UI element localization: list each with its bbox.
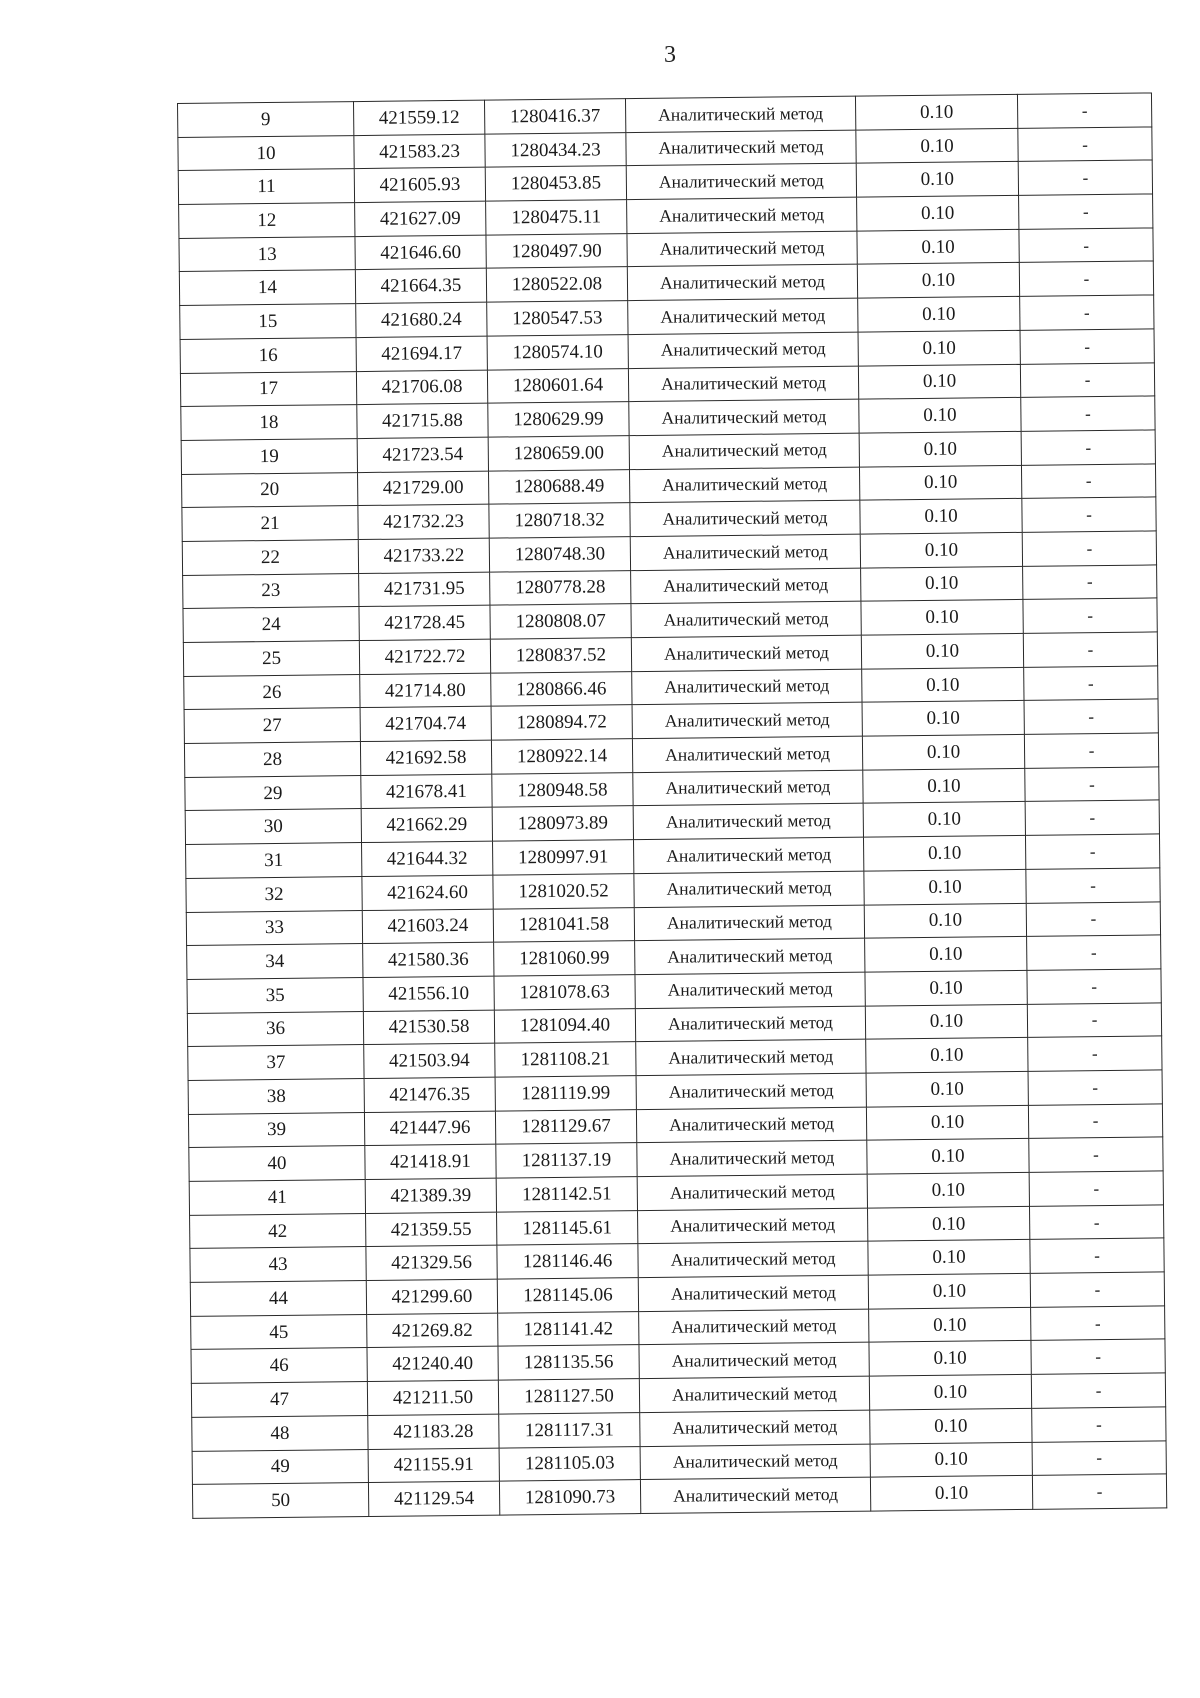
x-coordinate-cell: 421503.94 — [364, 1043, 495, 1078]
note-cell: - — [1020, 295, 1154, 330]
note-cell: - — [1021, 396, 1155, 431]
x-coordinate-cell: 421704.74 — [360, 707, 491, 742]
x-coordinate-cell: 421155.91 — [368, 1448, 499, 1483]
point-number-cell: 27 — [184, 708, 360, 744]
y-coordinate-cell: 1281020.52 — [493, 873, 634, 908]
method-cell: Аналитический метод — [632, 736, 862, 772]
y-coordinate-cell: 1281142.51 — [496, 1177, 637, 1212]
x-coordinate-cell: 421733.22 — [358, 538, 489, 573]
accuracy-cell: 0.10 — [866, 1071, 1028, 1106]
point-number-cell: 45 — [191, 1314, 367, 1350]
y-coordinate-cell: 1281129.67 — [495, 1109, 636, 1144]
accuracy-cell: 0.10 — [860, 499, 1022, 534]
note-cell: - — [1020, 362, 1154, 397]
method-cell: Аналитический метод — [632, 702, 862, 738]
accuracy-cell: 0.10 — [868, 1273, 1030, 1308]
accuracy-cell: 0.10 — [857, 229, 1019, 264]
note-cell: - — [1025, 800, 1159, 835]
method-cell: Аналитический метод — [631, 635, 861, 671]
point-number-cell: 11 — [178, 169, 354, 205]
note-cell: - — [1024, 699, 1158, 734]
note-cell: - — [1029, 1171, 1163, 1206]
point-number-cell: 43 — [190, 1247, 366, 1283]
accuracy-cell: 0.10 — [867, 1172, 1029, 1207]
y-coordinate-cell: 1280574.10 — [487, 334, 628, 369]
y-coordinate-cell: 1280837.52 — [490, 638, 631, 673]
method-cell: Аналитический метод — [637, 1174, 867, 1210]
note-cell: - — [1021, 463, 1155, 498]
x-coordinate-cell: 421447.96 — [364, 1111, 495, 1146]
y-coordinate-cell: 1280948.58 — [492, 772, 633, 807]
point-number-cell: 17 — [180, 371, 356, 407]
note-cell: - — [1025, 767, 1159, 802]
accuracy-cell: 0.10 — [857, 263, 1019, 298]
note-cell: - — [1020, 329, 1154, 364]
method-cell: Аналитический метод — [640, 1477, 870, 1513]
note-cell: - — [1024, 666, 1158, 701]
note-cell: - — [1031, 1339, 1165, 1374]
accuracy-cell: 0.10 — [866, 1038, 1028, 1073]
accuracy-cell: 0.10 — [863, 768, 1025, 803]
x-coordinate-cell: 421580.36 — [363, 942, 494, 977]
y-coordinate-cell: 1281041.58 — [493, 907, 634, 942]
accuracy-cell: 0.10 — [862, 667, 1024, 702]
note-cell: - — [1021, 430, 1155, 465]
point-number-cell: 46 — [191, 1348, 367, 1384]
point-number-cell: 25 — [183, 641, 359, 677]
method-cell: Аналитический метод — [637, 1140, 867, 1176]
point-number-cell: 13 — [179, 236, 355, 272]
accuracy-cell: 0.10 — [856, 128, 1018, 163]
accuracy-cell: 0.10 — [863, 802, 1025, 837]
point-number-cell: 30 — [185, 809, 361, 845]
note-cell: - — [1019, 261, 1153, 296]
point-number-cell: 49 — [192, 1449, 368, 1485]
accuracy-cell: 0.10 — [858, 330, 1020, 365]
point-number-cell: 19 — [181, 438, 357, 474]
x-coordinate-cell: 421714.80 — [360, 673, 491, 708]
x-coordinate-cell: 421627.09 — [355, 201, 486, 236]
method-cell: Аналитический метод — [630, 500, 860, 536]
x-coordinate-cell: 421728.45 — [359, 605, 490, 640]
point-number-cell: 16 — [180, 337, 356, 373]
y-coordinate-cell: 1280453.85 — [485, 166, 626, 201]
point-number-cell: 37 — [188, 1045, 364, 1081]
y-coordinate-cell: 1280688.49 — [488, 469, 629, 504]
y-coordinate-cell: 1280522.08 — [486, 267, 627, 302]
point-number-cell: 20 — [182, 472, 358, 508]
accuracy-cell: 0.10 — [870, 1408, 1032, 1443]
point-number-cell: 21 — [182, 506, 358, 542]
x-coordinate-cell: 421211.50 — [367, 1380, 498, 1415]
method-cell: Аналитический метод — [627, 231, 857, 267]
note-cell: - — [1022, 497, 1156, 532]
accuracy-cell: 0.10 — [859, 465, 1021, 500]
point-number-cell: 31 — [186, 843, 362, 879]
point-number-cell: 22 — [182, 540, 358, 576]
point-number-cell: 41 — [189, 1180, 365, 1216]
method-cell: Аналитический метод — [635, 972, 865, 1008]
y-coordinate-cell: 1281141.42 — [498, 1311, 639, 1346]
method-cell: Аналитический метод — [633, 837, 863, 873]
note-cell: - — [1027, 1002, 1161, 1037]
y-coordinate-cell: 1281108.21 — [495, 1042, 636, 1077]
x-coordinate-cell: 421389.39 — [365, 1178, 496, 1213]
accuracy-cell: 0.10 — [869, 1341, 1031, 1376]
point-number-cell: 47 — [191, 1382, 367, 1418]
point-number-cell: 35 — [187, 977, 363, 1013]
point-number-cell: 38 — [188, 1078, 364, 1114]
x-coordinate-cell: 421706.08 — [356, 370, 487, 405]
y-coordinate-cell: 1281145.61 — [497, 1210, 638, 1245]
method-cell: Аналитический метод — [639, 1376, 869, 1412]
note-cell: - — [1027, 935, 1161, 970]
point-number-cell: 24 — [183, 607, 359, 643]
x-coordinate-cell: 421731.95 — [359, 572, 490, 607]
point-number-cell: 44 — [190, 1281, 366, 1317]
accuracy-cell: 0.10 — [869, 1374, 1031, 1409]
note-cell: - — [1026, 901, 1160, 936]
accuracy-cell: 0.10 — [870, 1476, 1032, 1511]
note-cell: - — [1023, 565, 1157, 600]
y-coordinate-cell: 1280866.46 — [491, 671, 632, 706]
method-cell: Аналитический метод — [636, 1107, 866, 1143]
y-coordinate-cell: 1281094.40 — [494, 1008, 635, 1043]
y-coordinate-cell: 1280475.11 — [486, 200, 627, 235]
y-coordinate-cell: 1280922.14 — [491, 739, 632, 774]
x-coordinate-cell: 421644.32 — [362, 841, 493, 876]
note-cell: - — [1024, 733, 1158, 768]
note-cell: - — [1031, 1306, 1165, 1341]
y-coordinate-cell: 1281119.99 — [495, 1076, 636, 1111]
y-coordinate-cell: 1281127.50 — [498, 1379, 639, 1414]
x-coordinate-cell: 421678.41 — [361, 774, 492, 809]
x-coordinate-cell: 421418.91 — [365, 1144, 496, 1179]
x-coordinate-cell: 421662.29 — [361, 808, 492, 843]
y-coordinate-cell: 1281090.73 — [499, 1480, 640, 1515]
note-cell: - — [1030, 1272, 1164, 1307]
x-coordinate-cell: 421240.40 — [367, 1347, 498, 1382]
coordinates-table — [177, 92, 1167, 1518]
point-number-cell: 15 — [180, 304, 356, 340]
method-cell: Аналитический метод — [629, 467, 859, 503]
note-cell: - — [1023, 632, 1157, 667]
y-coordinate-cell: 1280497.90 — [486, 233, 627, 268]
y-coordinate-cell: 1280997.91 — [493, 840, 634, 875]
accuracy-cell: 0.10 — [864, 903, 1026, 938]
point-number-cell: 40 — [189, 1146, 365, 1182]
method-cell: Аналитический метод — [628, 332, 858, 368]
y-coordinate-cell: 1281105.03 — [499, 1446, 640, 1481]
y-coordinate-cell: 1280547.53 — [487, 301, 628, 336]
method-cell: Аналитический метод — [626, 130, 856, 166]
point-number-cell: 39 — [188, 1112, 364, 1148]
accuracy-cell: 0.10 — [863, 835, 1025, 870]
accuracy-cell: 0.10 — [861, 566, 1023, 601]
point-number-cell: 26 — [184, 674, 360, 710]
method-cell: Аналитический метод — [638, 1275, 868, 1311]
x-coordinate-cell: 421694.17 — [356, 336, 487, 371]
method-cell: Аналитический метод — [628, 366, 858, 402]
method-cell: Аналитический метод — [634, 871, 864, 907]
x-coordinate-cell: 421329.56 — [366, 1245, 497, 1280]
x-coordinate-cell: 421299.60 — [366, 1279, 497, 1314]
point-number-cell: 34 — [187, 944, 363, 980]
method-cell: Аналитический метод — [629, 399, 859, 435]
y-coordinate-cell: 1281135.56 — [498, 1345, 639, 1380]
y-coordinate-cell: 1280601.64 — [487, 368, 628, 403]
y-coordinate-cell: 1280434.23 — [485, 132, 626, 167]
x-coordinate-cell: 421692.58 — [360, 740, 491, 775]
y-coordinate-cell: 1280718.32 — [489, 503, 630, 538]
x-coordinate-cell: 421603.24 — [362, 909, 493, 944]
accuracy-cell: 0.10 — [855, 94, 1017, 129]
note-cell: - — [1029, 1137, 1163, 1172]
note-cell: - — [1030, 1238, 1164, 1273]
y-coordinate-cell: 1280808.07 — [490, 604, 631, 639]
method-cell: Аналитический метод — [631, 568, 861, 604]
accuracy-cell: 0.10 — [870, 1442, 1032, 1477]
point-number-cell: 10 — [178, 135, 354, 171]
x-coordinate-cell: 421530.58 — [363, 1010, 494, 1045]
accuracy-cell: 0.10 — [862, 701, 1024, 736]
point-number-cell: 32 — [186, 876, 362, 912]
note-cell: - — [1022, 531, 1156, 566]
note-cell: - — [1023, 598, 1157, 633]
accuracy-cell: 0.10 — [867, 1139, 1029, 1174]
note-cell: - — [1018, 127, 1152, 162]
method-cell: Аналитический метод — [630, 534, 860, 570]
x-coordinate-cell: 421556.10 — [363, 976, 494, 1011]
page-number: 3 — [664, 42, 676, 68]
method-cell: Аналитический метод — [635, 1006, 865, 1042]
method-cell: Аналитический метод — [632, 669, 862, 705]
y-coordinate-cell: 1281078.63 — [494, 974, 635, 1009]
method-cell: Аналитический метод — [640, 1410, 870, 1446]
y-coordinate-cell: 1280748.30 — [489, 537, 630, 572]
method-cell: Аналитический метод — [633, 804, 863, 840]
note-cell: - — [1017, 93, 1151, 128]
accuracy-cell: 0.10 — [865, 1004, 1027, 1039]
method-cell: Аналитический метод — [638, 1208, 868, 1244]
point-number-cell: 14 — [179, 270, 355, 306]
accuracy-cell: 0.10 — [861, 633, 1023, 668]
point-number-cell: 29 — [185, 775, 361, 811]
y-coordinate-cell: 1281117.31 — [499, 1412, 640, 1447]
method-cell: Аналитический метод — [640, 1444, 870, 1480]
method-cell: Аналитический метод — [634, 905, 864, 941]
x-coordinate-cell: 421722.72 — [359, 639, 490, 674]
y-coordinate-cell: 1280778.28 — [490, 570, 631, 605]
point-number-cell: 36 — [187, 1011, 363, 1047]
y-coordinate-cell: 1281137.19 — [496, 1143, 637, 1178]
point-number-cell: 42 — [190, 1213, 366, 1249]
note-cell: - — [1032, 1407, 1166, 1442]
point-number-cell: 50 — [192, 1483, 368, 1519]
method-cell: Аналитический метод — [638, 1241, 868, 1277]
accuracy-cell: 0.10 — [869, 1307, 1031, 1342]
y-coordinate-cell: 1280659.00 — [488, 436, 629, 471]
accuracy-cell: 0.10 — [860, 532, 1022, 567]
x-coordinate-cell: 421715.88 — [357, 403, 488, 438]
accuracy-cell: 0.10 — [865, 937, 1027, 972]
note-cell: - — [1027, 969, 1161, 1004]
method-cell: Аналитический метод — [629, 433, 859, 469]
accuracy-cell: 0.10 — [858, 364, 1020, 399]
x-coordinate-cell: 421624.60 — [362, 875, 493, 910]
y-coordinate-cell: 1281146.46 — [497, 1244, 638, 1279]
method-cell: Аналитический метод — [626, 164, 856, 200]
method-cell: Аналитический метод — [639, 1343, 869, 1379]
point-number-cell: 12 — [179, 203, 355, 239]
point-number-cell: 18 — [181, 405, 357, 441]
method-cell: Аналитический метод — [636, 1039, 866, 1075]
y-coordinate-cell: 1280629.99 — [488, 402, 629, 437]
x-coordinate-cell: 421129.54 — [368, 1481, 499, 1516]
note-cell: - — [1031, 1373, 1165, 1408]
accuracy-cell: 0.10 — [861, 600, 1023, 635]
x-coordinate-cell: 421583.23 — [354, 134, 485, 169]
accuracy-cell: 0.10 — [857, 195, 1019, 230]
note-cell: - — [1028, 1104, 1162, 1139]
accuracy-cell: 0.10 — [868, 1240, 1030, 1275]
x-coordinate-cell: 421664.35 — [355, 269, 486, 304]
method-cell: Аналитический метод — [631, 601, 861, 637]
x-coordinate-cell: 421646.60 — [355, 235, 486, 270]
x-coordinate-cell: 421183.28 — [368, 1414, 499, 1449]
point-number-cell: 33 — [186, 910, 362, 946]
note-cell: - — [1029, 1205, 1163, 1240]
note-cell: - — [1032, 1440, 1166, 1475]
note-cell: - — [1019, 194, 1153, 229]
method-cell: Аналитический метод — [627, 265, 857, 301]
y-coordinate-cell: 1280973.89 — [492, 806, 633, 841]
accuracy-cell: 0.10 — [858, 297, 1020, 332]
x-coordinate-cell: 421559.12 — [353, 100, 484, 135]
x-coordinate-cell: 421723.54 — [357, 437, 488, 472]
method-cell: Аналитический метод — [625, 96, 855, 132]
x-coordinate-cell: 421359.55 — [366, 1212, 497, 1247]
note-cell: - — [1025, 834, 1159, 869]
accuracy-cell: 0.10 — [859, 431, 1021, 466]
method-cell: Аналитический метод — [628, 298, 858, 334]
note-cell: - — [1028, 1070, 1162, 1105]
y-coordinate-cell: 1281145.06 — [497, 1278, 638, 1313]
accuracy-cell: 0.10 — [867, 1206, 1029, 1241]
coordinates-table-body — [178, 93, 1167, 1518]
accuracy-cell: 0.10 — [859, 398, 1021, 433]
point-number-cell: 48 — [192, 1415, 368, 1451]
method-cell: Аналитический метод — [627, 197, 857, 233]
x-coordinate-cell: 421605.93 — [354, 168, 485, 203]
note-cell: - — [1028, 1036, 1162, 1071]
accuracy-cell: 0.10 — [862, 734, 1024, 769]
method-cell: Аналитический метод — [635, 938, 865, 974]
y-coordinate-cell: 1280416.37 — [484, 99, 625, 134]
point-number-cell: 23 — [183, 573, 359, 609]
x-coordinate-cell: 421732.23 — [358, 504, 489, 539]
accuracy-cell: 0.10 — [866, 1105, 1028, 1140]
note-cell: - — [1018, 160, 1152, 195]
point-number-cell: 9 — [178, 102, 354, 138]
y-coordinate-cell: 1281060.99 — [494, 941, 635, 976]
method-cell: Аналитический метод — [633, 770, 863, 806]
x-coordinate-cell: 421680.24 — [356, 302, 487, 337]
y-coordinate-cell: 1280894.72 — [491, 705, 632, 740]
note-cell: - — [1026, 868, 1160, 903]
accuracy-cell: 0.10 — [865, 970, 1027, 1005]
method-cell: Аналитический метод — [636, 1073, 866, 1109]
point-number-cell: 28 — [184, 742, 360, 778]
note-cell: - — [1019, 228, 1153, 263]
x-coordinate-cell: 421269.82 — [367, 1313, 498, 1348]
x-coordinate-cell: 421476.35 — [364, 1077, 495, 1112]
note-cell: - — [1032, 1474, 1166, 1509]
x-coordinate-cell: 421729.00 — [358, 471, 489, 506]
accuracy-cell: 0.10 — [864, 869, 1026, 904]
method-cell: Аналитический метод — [639, 1309, 869, 1345]
accuracy-cell: 0.10 — [856, 162, 1018, 197]
